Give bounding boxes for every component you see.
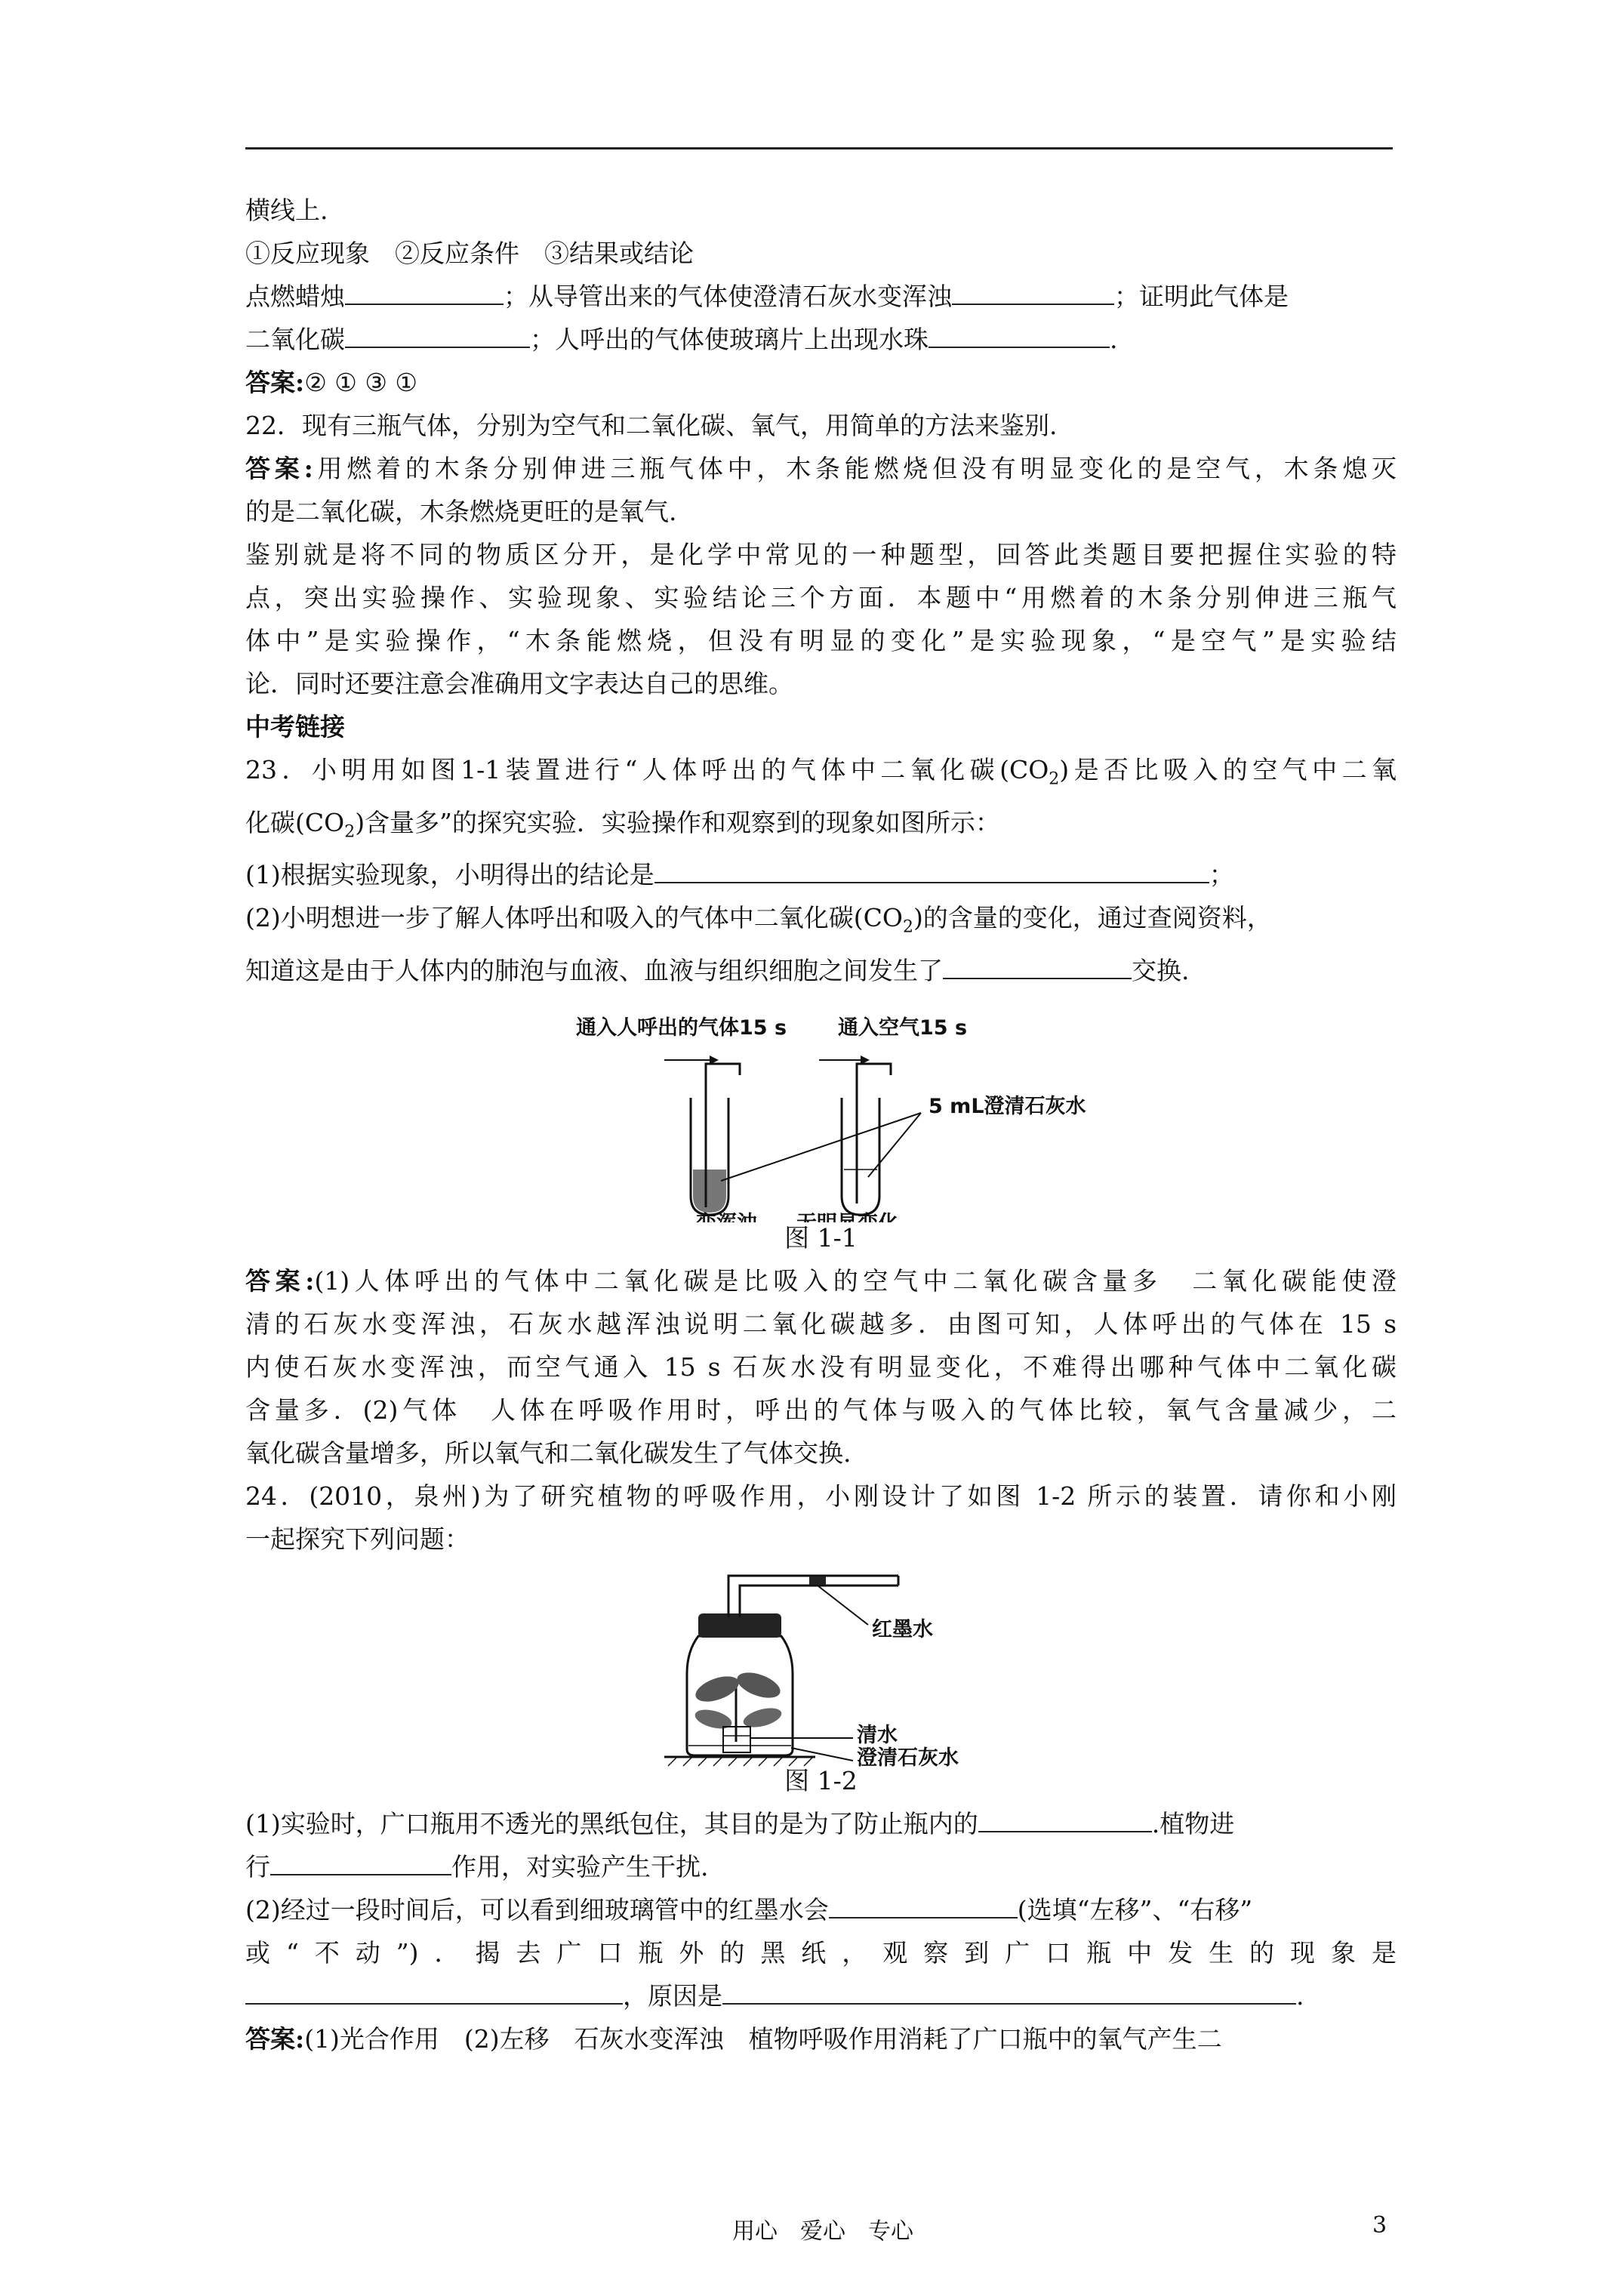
plant-leaf xyxy=(692,1671,742,1706)
answer-line xyxy=(245,361,1397,404)
fill-line xyxy=(245,318,1397,361)
explanation-line: 论．同时还要注意会准确用文字表达自己的思维。 xyxy=(245,669,793,698)
label-limewater: 澄清石灰水 xyxy=(857,1746,959,1770)
fill-line xyxy=(245,949,1397,992)
test-tubes-diagram xyxy=(245,992,1397,1222)
answer-text: 用燃着的木条分别伸进三瓶气体中，木条能燃烧但没有明显变化的是空气，木条熄灭 xyxy=(313,454,1397,483)
answer-line: 氧化碳含量增多，所以氧气和二氧化碳发生了气体交换. xyxy=(245,1438,852,1468)
text-segment: 点燃蜡烛 xyxy=(245,282,345,311)
answer-line xyxy=(245,447,1397,490)
figure-1-1 xyxy=(245,992,1397,1222)
page-content xyxy=(245,189,1397,2060)
answer-blank[interactable] xyxy=(722,1976,1296,2005)
subscript: 2 xyxy=(344,822,356,842)
answer-line xyxy=(245,1259,1397,1302)
page-number: 3 xyxy=(1372,2212,1387,2239)
bottle-apparatus-diagram xyxy=(245,1561,1397,1776)
text-segment: 化碳(CO xyxy=(245,807,345,837)
answer-text: (1)光合作用 (2)左移 石灰水变浑浊 植物呼吸作用消耗了广口瓶中的氧气产生二 xyxy=(304,2023,1222,2054)
text-segment: ；证明此气体是 xyxy=(1114,282,1289,311)
answer-line xyxy=(245,2017,1397,2060)
answer-blank[interactable] xyxy=(270,1847,451,1875)
test-tube-right xyxy=(842,1098,879,1215)
text-segment: ；从导管出来的气体使澄清石灰水变浑浊 xyxy=(504,282,952,311)
plant-leaf xyxy=(693,1706,734,1732)
text-segment: (2)经过一段时间后，可以看到细玻璃管中的红墨水会 xyxy=(245,1894,829,1925)
label-cloudy xyxy=(696,1211,758,1222)
text-segment: 作用，对实验产生干扰. xyxy=(451,1851,709,1881)
answer-blank[interactable] xyxy=(345,276,504,305)
text-segment: ，原因是 xyxy=(623,1980,722,2011)
text-segment: )的含量的变化，通过查阅资料， xyxy=(913,903,1272,933)
text-segment: 知道这是由于人体内的肺泡与血液、血液与组织细胞之间发生了 xyxy=(245,955,943,985)
text-segment: )含量多”的探究实验．实验操作和观察到的现象如图所示： xyxy=(355,807,1000,837)
explanation-line: 体中”是实验操作，“木条能燃烧，但没有明显的变化”是实验现象，“是空气”是实验结 xyxy=(245,626,1397,655)
plant-leaf xyxy=(734,1667,784,1703)
question-23 xyxy=(245,801,1397,854)
text-segment: . xyxy=(1110,325,1118,354)
question-23 xyxy=(245,748,1397,801)
pointer-line xyxy=(818,1586,868,1625)
cloudy-limewater xyxy=(693,1170,726,1213)
red-ink-drop xyxy=(809,1576,826,1585)
answer-label: 答案: xyxy=(245,2023,305,2054)
text-segment: . xyxy=(1296,1980,1304,2011)
explanation-line: 点，突出实验操作、实验现象、实验结论三个方面．本题中“用燃着的木条分别伸进三瓶气 xyxy=(245,583,1397,612)
text-segment: 交换. xyxy=(1132,955,1190,985)
pointer-line xyxy=(721,1113,921,1181)
fill-line xyxy=(245,1845,1397,1888)
text-segment: 行 xyxy=(245,1851,270,1881)
question-22: 22．现有三瓶气体，分别为空气和二氧化碳、氧气，用简单的方法来鉴别. xyxy=(245,411,1058,440)
explanation-line: 鉴别就是将不同的物质区分开，是化学中常见的一种题型，回答此类题目要把握住实验的特 xyxy=(245,540,1397,569)
answer-line: 清的石灰水变浑浊，石灰水越浑浊说明二氧化碳越多．由图可知，人体呼出的气体在 15 s xyxy=(245,1308,1397,1339)
answer-line: 的是二氧化碳，木条燃烧更旺的是氧气. xyxy=(245,497,677,526)
fill-line xyxy=(245,1888,1397,1931)
option-list: ①反应现象 ②反应条件 ③结果或结论 xyxy=(245,239,694,268)
label-air: 通入空气15 s xyxy=(838,1015,968,1040)
answer-text: (1)人体呼出的气体中二氧化碳是比吸入的空气中二氧化碳含量多 二氧化碳能使澄 xyxy=(314,1265,1397,1296)
label-limewater: 5 mL澄清石灰水 xyxy=(929,1094,1086,1118)
label-water: 清水 xyxy=(857,1723,898,1747)
answer-blank[interactable] xyxy=(245,1976,623,2005)
text-segment: ； xyxy=(1209,860,1234,890)
answer-label: 答案: xyxy=(245,454,313,483)
answer-blank[interactable] xyxy=(654,855,1209,883)
text-segment: (2)小明想进一步了解人体呼出和吸入的气体中二氧化碳(CO xyxy=(245,903,903,933)
text-segment: )是否比吸入的空气中二氧 xyxy=(1059,755,1397,784)
answer-text: ② ① ③ ① xyxy=(304,368,417,397)
answer-line: 含量多．(2)气体 人体在呼吸作用时，呼出的气体与吸入的气体比较，氧气含量减少，二 xyxy=(245,1395,1397,1425)
footer-motto: 用心 爱心 专心 xyxy=(732,2218,913,2245)
label-red-ink: 红墨水 xyxy=(872,1617,933,1641)
answer-line: 内使石灰水变浑浊，而空气通入 15 s 石灰水没有明显变化，不难得出哪种气体中二氧化碳 xyxy=(245,1351,1397,1382)
subscript: 2 xyxy=(902,917,913,937)
figure-1-2 xyxy=(245,1561,1397,1776)
text-segment: 23．小明用如图1-1装置进行“人体呼出的气体中二氧化碳(CO xyxy=(245,755,1049,784)
answer-blank[interactable] xyxy=(952,276,1114,305)
section-heading: 中考链接 xyxy=(245,712,345,741)
answer-blank[interactable] xyxy=(978,1804,1152,1832)
text-segment: ；人呼出的气体使玻璃片上出现水珠 xyxy=(530,325,929,354)
header-rule xyxy=(245,147,1393,149)
fill-line xyxy=(245,853,1397,896)
figure-caption: 图 1-1 xyxy=(784,1222,858,1253)
text-segment: (1)实验时，广口瓶用不透光的黑纸包住，其目的是为了防止瓶内的 xyxy=(245,1808,978,1838)
answer-blank[interactable] xyxy=(929,319,1110,348)
label-exhaled: 通入人呼出的气体15 s xyxy=(576,1015,787,1040)
answer-blank[interactable] xyxy=(829,1890,1018,1918)
fill-line xyxy=(245,896,1397,949)
question-24: 一起探究下列问题： xyxy=(245,1524,470,1554)
fill-line xyxy=(245,275,1397,318)
fill-line xyxy=(245,1802,1397,1845)
text-line: 或“不动”)．揭去广口瓶外的黑纸，观察到广口瓶中发生的现象是 xyxy=(245,1937,1397,1968)
text-segment: (1)根据实验现象，小明得出的结论是 xyxy=(245,860,654,890)
answer-blank[interactable] xyxy=(345,319,530,348)
text-line: 横线上. xyxy=(245,196,328,225)
glass-tube-inner xyxy=(740,1586,898,1617)
text-segment: .植物进 xyxy=(1151,1808,1235,1838)
answer-blank[interactable] xyxy=(943,951,1132,979)
answer-label: 答案: xyxy=(245,368,305,397)
fill-line xyxy=(245,1974,1397,2017)
answer-label: 答案: xyxy=(245,1265,315,1296)
subscript: 2 xyxy=(1049,769,1060,789)
text-segment: (选填“左移”、“右移” xyxy=(1017,1894,1253,1925)
text-segment: 二氧化碳 xyxy=(245,325,345,354)
question-24: 24．(2010，泉州)为了研究植物的呼吸作用，小刚设计了如图 1-2 所示的装置．请你和小刚 xyxy=(245,1481,1397,1511)
figure-caption: 图 1-2 xyxy=(784,1765,858,1795)
